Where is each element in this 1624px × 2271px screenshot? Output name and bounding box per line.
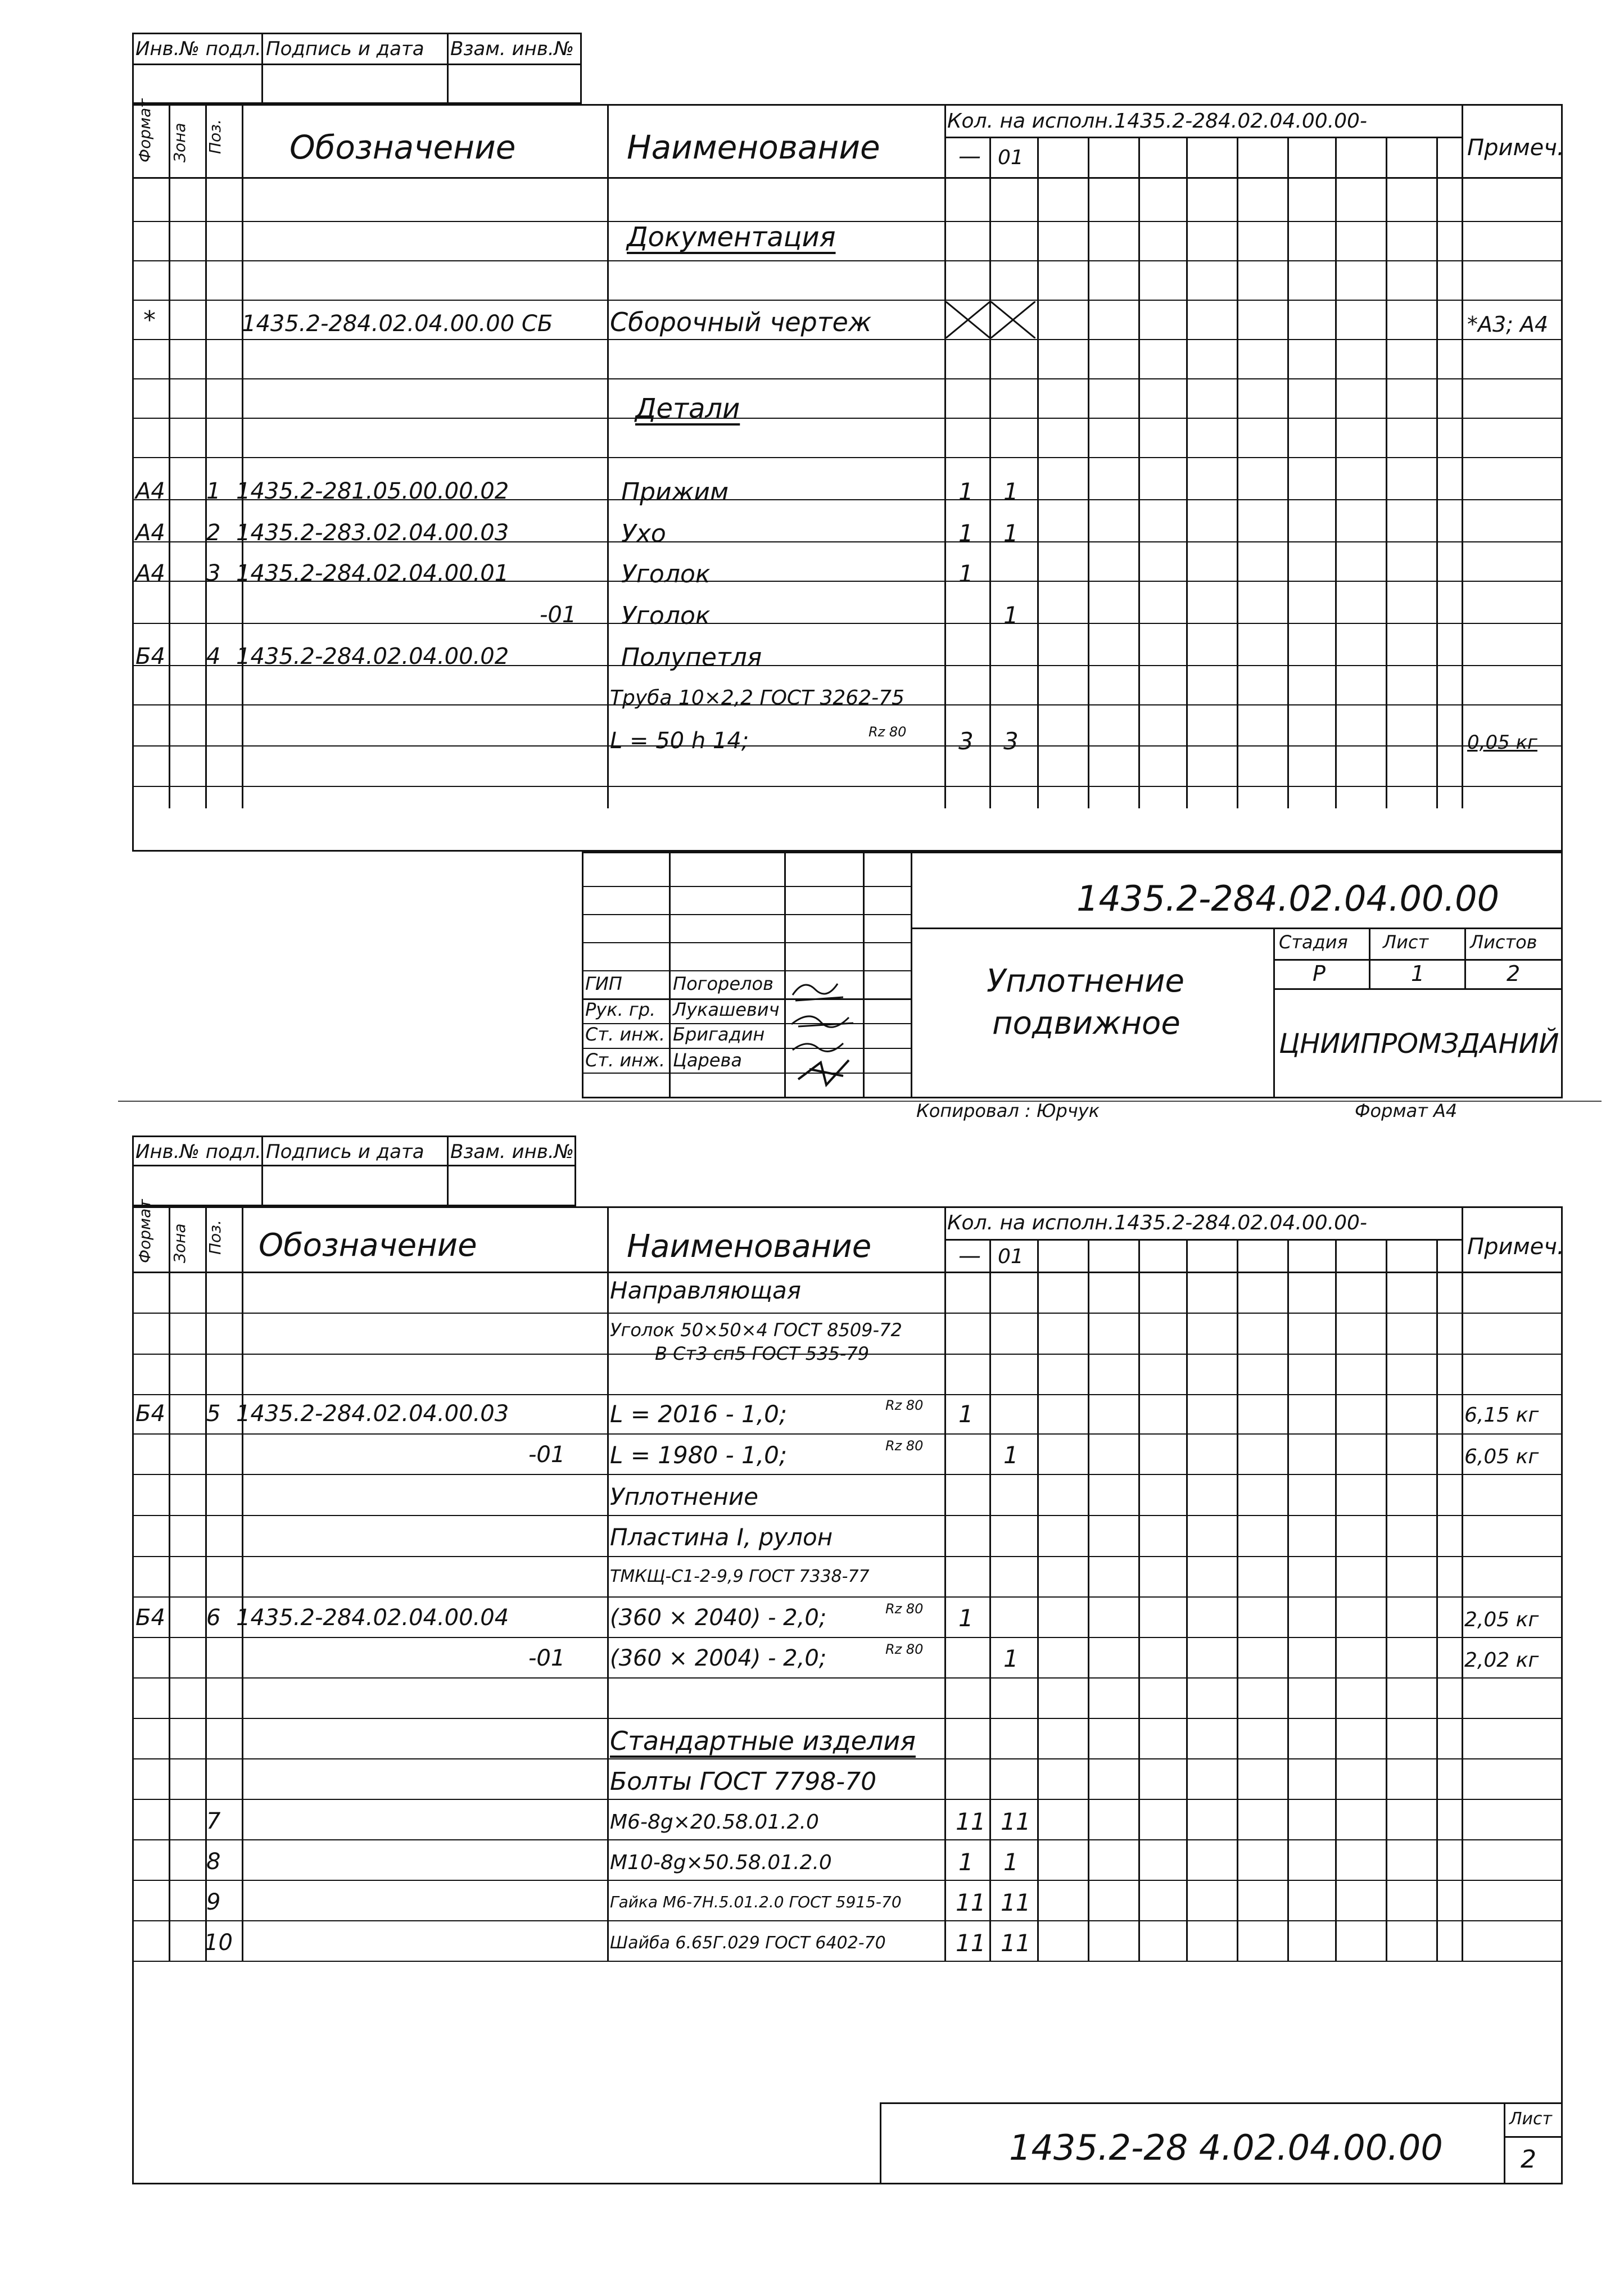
stamp-vzam-label: Взам. инв.№ [450, 38, 574, 60]
grid-column-line [1088, 1239, 1089, 1962]
row-designation: 1435.2-284.02.04.00.01 [236, 560, 509, 586]
stage-label: Стадия [1279, 931, 1348, 953]
grid-column-line [1335, 137, 1337, 808]
grid-column-line [1335, 1239, 1337, 1962]
grid-column-line [132, 1433, 1563, 1435]
role-person: Царева [673, 1049, 742, 1071]
col-name-label: Наименование [627, 1228, 872, 1265]
grid-column-line [1436, 1239, 1438, 1962]
col-pos-label: Поз. [206, 119, 224, 154]
grid-column-line [989, 1239, 991, 1962]
grid-column-line [132, 260, 1563, 261]
row-name: М10-8g×50.58.01.2.0 [610, 1851, 832, 1874]
row-format: Б4 [135, 644, 165, 669]
grid-column-line [1287, 137, 1289, 808]
row-pos: 6 [206, 1605, 221, 1631]
grid-column-line [1237, 137, 1238, 808]
col-format-label: Формат [135, 98, 154, 162]
row-format: * [143, 306, 156, 334]
grid-column-line [132, 1758, 1563, 1759]
row-name: (360 × 2040) - 2,0; [610, 1605, 827, 1631]
row-pos: 8 [206, 1849, 221, 1875]
grid-column-line [132, 300, 1563, 301]
row-name: Прижим [621, 478, 729, 506]
row-designation: 1435.2-283.02.04.00.03 [236, 520, 509, 546]
row-format: А4 [135, 560, 165, 586]
grid-column-line [132, 457, 1563, 458]
roughness-mark: Rz 80 [885, 1601, 924, 1617]
grid-column-line [132, 221, 1563, 222]
grid-column-line [1088, 137, 1089, 808]
row-note: 2,02 кг [1464, 1649, 1539, 1672]
sheet-value: 1 [1411, 961, 1425, 986]
row-qty-base: 11 [956, 1808, 986, 1835]
grid-column-line [132, 1880, 1563, 1881]
role-person: Бригадин [673, 1024, 765, 1045]
row-qty-base: 1 [958, 560, 974, 587]
cross-mark [946, 301, 1035, 338]
row-qty-01: 1 [1003, 1848, 1019, 1876]
row-name: Полупетля [621, 643, 762, 672]
row-name: Пластина I, рулон [610, 1523, 833, 1551]
row-name: (360 × 2004) - 2,0; [610, 1645, 827, 1671]
row-qty-01: 3 [1003, 727, 1019, 755]
row-name: Шайба 6.65Г.029 ГОСТ 6402-70 [610, 1933, 886, 1953]
grid-column-line [989, 137, 991, 808]
row-pos: 2 [206, 520, 221, 546]
row-designation: 1435.2-284.02.04.00.00 СБ [242, 311, 553, 337]
row-name: L = 50 h 14; [610, 728, 749, 754]
col-zone-label: Зона [170, 1223, 189, 1263]
grid-column-line [132, 1961, 1563, 1962]
role-person: Погорелов [673, 973, 773, 994]
grid-column-line [607, 104, 609, 808]
grid-column-line [1186, 137, 1188, 808]
row-qty-01: 1 [1003, 601, 1019, 629]
row-name: Уплотнение [610, 1483, 758, 1510]
row-designation: -01 [528, 1645, 566, 1671]
grid-column-line [1462, 1206, 1463, 1962]
row-qty-base: 1 [958, 1604, 974, 1632]
row-qty-base: 11 [956, 1889, 986, 1916]
row-pos: 9 [206, 1889, 221, 1915]
col-zone-label: Зона [170, 123, 189, 162]
col-pos-label: Поз. [206, 1220, 224, 1255]
title-line2: подвижное [992, 1005, 1180, 1042]
row-name: М6-8g×20.58.01.2.0 [610, 1811, 819, 1834]
stamp-vzam-label: Взам. инв.№ [450, 1141, 574, 1163]
grid-column-line [132, 1677, 1563, 1679]
sheets-label: Листов [1470, 931, 1537, 953]
row-qty-base: 11 [956, 1929, 986, 1957]
spec-sheet-2 [132, 1136, 1563, 2184]
page-divider [118, 1101, 1602, 1102]
row-format: А4 [135, 520, 165, 546]
row-pos: 4 [206, 644, 221, 669]
row-name: Болты ГОСТ 7798-70 [610, 1767, 877, 1796]
grid-column-line [132, 378, 1563, 379]
qty-title: Кол. на исполн.1435.2-284.02.04.00.00- [947, 1211, 1367, 1234]
row-name: Уголок [621, 560, 711, 589]
copied-by: Копировал : Юрчук [916, 1100, 1100, 1121]
row-name: Ухо [621, 519, 666, 548]
qty-title: Кол. на исполн.1435.2-284.02.04.00.00- [947, 110, 1367, 133]
grid-column-line [132, 1718, 1563, 1719]
grid-column-line [1186, 1239, 1188, 1962]
grid-column-line [944, 1206, 946, 1962]
row-qty-base: 1 [958, 1400, 974, 1428]
grid-column-line [1287, 1239, 1289, 1962]
row-pos: 5 [206, 1401, 221, 1427]
grid-column-line [242, 1206, 243, 1962]
row-name: Направляющая [610, 1277, 801, 1304]
stamp-inv-label: Инв.№ подл. [135, 38, 261, 60]
org-name: ЦНИИПРОМЗДАНИЙ [1279, 1028, 1559, 1060]
grid-column-line [1037, 137, 1039, 808]
row-pos: 7 [206, 1808, 221, 1834]
row-designation: 1435.2-281.05.00.00.02 [236, 478, 509, 504]
sheet1-frame [132, 98, 1563, 852]
grid-column-line [132, 1839, 1563, 1840]
row-name: Труба 10×2,2 ГОСТ 3262-75 [610, 686, 904, 709]
row-format: Б4 [135, 1401, 165, 1427]
row-note: 6,15 кг [1464, 1404, 1539, 1427]
grid-column-line [132, 1596, 1563, 1598]
row-qty-base: 1 [958, 478, 974, 505]
row-note: 0,05 кг [1467, 731, 1537, 754]
role-label: Рук. гр. [585, 999, 656, 1020]
row-designation: 1435.2-284.02.04.00.04 [236, 1605, 509, 1631]
row-name: Сборочный чертеж [610, 307, 872, 337]
grid-column-line [132, 1799, 1563, 1800]
row-designation: -01 [540, 602, 577, 628]
grid-column-line [132, 786, 1563, 787]
grid-column-line [1386, 137, 1387, 808]
row-pos: 10 [204, 1930, 233, 1956]
footer-sheet-value: 2 [1521, 2145, 1536, 2174]
row-qty-01: 1 [1003, 478, 1019, 505]
qty-col-base: — [958, 1243, 981, 1269]
grid-column-line [944, 104, 946, 808]
grid-column-line [242, 104, 243, 808]
row-note: 2,05 кг [1464, 1608, 1539, 1631]
role-label: Ст. инж. [585, 1024, 666, 1045]
grid-column-line [132, 1515, 1563, 1516]
row-format: А4 [135, 478, 165, 504]
stamp-inv-label: Инв.№ подл. [135, 1141, 261, 1163]
grid-column-line [1237, 1239, 1238, 1962]
col-name-label: Наименование [627, 128, 880, 166]
row-qty-01: 1 [1003, 1441, 1019, 1469]
grid-column-line [132, 1394, 1563, 1395]
roughness-mark: Rz 80 [868, 724, 907, 740]
row-name: Уголок [621, 601, 711, 630]
stamp-sign-label: Подпись и дата [266, 1141, 424, 1163]
footer-sheet-label: Лист [1509, 2109, 1553, 2129]
col-note-label: Примеч. [1467, 135, 1564, 161]
row-name: Гайка М6-7Н.5.01.2.0 ГОСТ 5915-70 [610, 1893, 902, 1911]
row-qty-base: 3 [958, 727, 974, 755]
role-person: Лукашевич [673, 999, 780, 1020]
row-pos: 1 [206, 478, 221, 504]
spec-sheet-1 [132, 33, 1564, 1121]
section-details: Детали [635, 393, 740, 424]
col-designation-label: Обозначение [289, 128, 516, 166]
role-label: ГИП [585, 973, 622, 994]
row-note: 6,05 кг [1464, 1445, 1539, 1468]
qty-col-01: 01 [998, 1245, 1024, 1268]
sheets-value: 2 [1507, 961, 1521, 986]
grid-column-line [607, 1206, 609, 1962]
roughness-mark: Rz 80 [885, 1438, 924, 1454]
row-qty-01: 1 [1003, 1645, 1019, 1672]
grid-column-line [1138, 1239, 1140, 1962]
roughness-mark: Rz 80 [885, 1397, 924, 1413]
row-qty-01: 1 [1003, 519, 1019, 547]
grid-column-line [169, 1206, 170, 1962]
grid-column-line [1138, 137, 1140, 808]
section-standard-items: Стандартные изделия [610, 1726, 916, 1756]
row-designation: 1435.2-284.02.04.00.02 [236, 644, 509, 669]
col-note-label: Примеч. [1467, 1234, 1564, 1260]
row-qty-01: 11 [1001, 1929, 1031, 1957]
section-documentation: Документация [627, 221, 836, 253]
col-designation-label: Обозначение [259, 1227, 477, 1264]
row-format: Б4 [135, 1605, 165, 1631]
col-format-label: Формат [135, 1199, 154, 1263]
row-qty-base: 1 [958, 1848, 974, 1876]
row-designation: 1435.2-284.02.04.00.03 [236, 1401, 509, 1427]
roughness-mark: Rz 80 [885, 1641, 924, 1657]
grid-column-line [169, 104, 170, 808]
grid-column-line [132, 418, 1563, 419]
grid-column-line [132, 1556, 1563, 1557]
qty-col-01: 01 [998, 146, 1024, 169]
grid-column-line [132, 339, 1563, 340]
grid-column-line [132, 1637, 1563, 1638]
title-code: 1435.2-284.02.04.00.00 [1076, 878, 1500, 919]
row-note: *А3; А4 [1467, 312, 1549, 337]
grid-column-line [1462, 104, 1463, 808]
grid-column-line [1436, 137, 1438, 808]
row-qty-01: 11 [1001, 1808, 1031, 1835]
grid-column-line [132, 1313, 1563, 1314]
grid-column-line [132, 745, 1563, 747]
grid-column-line [132, 1920, 1563, 1921]
sheet-label: Лист [1383, 931, 1429, 953]
row-pos: 3 [206, 560, 221, 586]
row-name-line2: В Ст3 сп5 ГОСТ 535-79 [655, 1343, 870, 1364]
row-qty-base: 1 [958, 519, 974, 547]
grid-column-line [132, 623, 1563, 624]
row-name: ТМКЩ-С1-2-9,9 ГОСТ 7338-77 [610, 1567, 870, 1586]
row-name: L = 2016 - 1,0; [610, 1400, 787, 1428]
format-label: Формат А4 [1355, 1100, 1458, 1121]
role-label: Ст. инж. [585, 1049, 666, 1071]
stage-value: Р [1313, 961, 1326, 986]
grid-column-line [205, 104, 207, 808]
grid-column-line [1037, 1239, 1039, 1962]
row-qty-01: 11 [1001, 1889, 1031, 1916]
stamp-sign-label: Подпись и дата [266, 38, 424, 60]
row-name: L = 1980 - 1,0; [610, 1441, 787, 1469]
footer-code: 1435.2-28 4.02.04.00.00 [1009, 2127, 1443, 2168]
row-name: Уголок 50×50×4 ГОСТ 8509-72 [610, 1319, 902, 1341]
row-designation: -01 [528, 1442, 566, 1468]
title-line1: Уплотнение [987, 963, 1184, 999]
grid-column-line [1386, 1239, 1387, 1962]
qty-col-base: — [958, 143, 981, 169]
grid-column-line [132, 1474, 1563, 1475]
signature-scribbles [787, 972, 860, 1096]
